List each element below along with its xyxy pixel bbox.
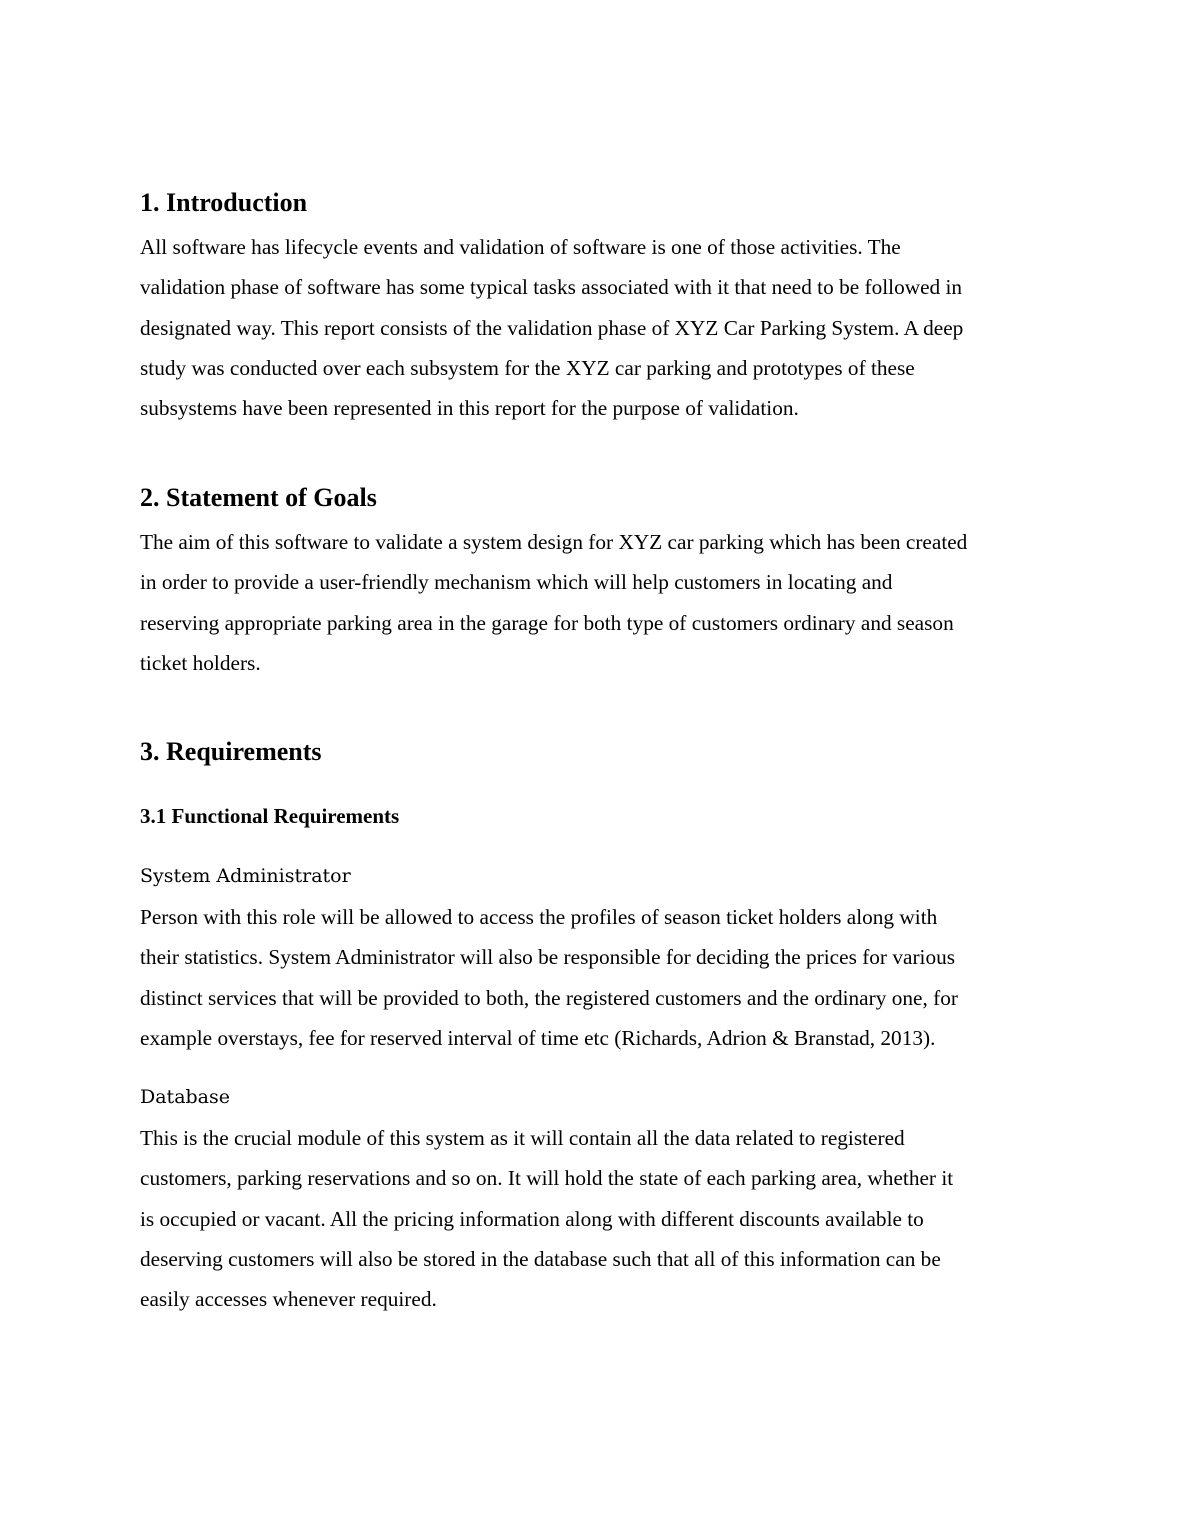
heading-introduction: 1. Introduction xyxy=(140,188,308,217)
heading-statement-of-goals: 2. Statement of Goals xyxy=(140,483,377,512)
text-line: easily accesses whenever required. xyxy=(140,1287,437,1312)
text-line: customers, parking reservations and so on. It will hold the state of each parking area, whether it xyxy=(140,1166,954,1191)
text-line: study was conducted over each subsystem for the XYZ car parking and prototypes of these xyxy=(140,355,915,380)
text-line: The aim of this software to validate a system design for XYZ car parking which has been created xyxy=(140,530,968,554)
text-line: in order to provide a user-friendly mechanism which will help customers in locating and xyxy=(140,570,893,595)
text-line: is occupied or vacant. All the pricing information along with different discounts available to xyxy=(140,1206,924,1231)
heading-database: Database xyxy=(140,1086,231,1108)
paragraph-introduction xyxy=(140,227,1050,428)
paragraph-database xyxy=(140,1118,1050,1319)
text-line: subsystems have been represented in this report for the purpose of validation. xyxy=(140,396,799,421)
text-line: their statistics. System Administrator will also be responsible for deciding the prices for various xyxy=(140,945,956,970)
text-line: designated way. This report consists of the validation phase of XYZ Car Parking System. A deep xyxy=(140,315,964,340)
text-line: reserving appropriate parking area in the garage for both type of customers ordinary and season xyxy=(140,610,954,635)
paragraph-goals xyxy=(140,522,1050,683)
text-line: deserving customers will also be stored in the database such that all of this information can be xyxy=(140,1246,941,1271)
text-line: validation phase of software has some typical tasks associated with it that need to be followed in xyxy=(140,275,963,300)
heading-system-administrator: System Administrator xyxy=(140,865,351,887)
text-line: This is the crucial module of this system as it will contain all the data related to registered xyxy=(140,1126,905,1150)
text-line: Person with this role will be allowed to access the profiles of season ticket holders along with xyxy=(140,905,938,929)
text-line: ticket holders. xyxy=(140,650,261,675)
heading-requirements: 3. Requirements xyxy=(140,737,322,766)
text-line: All software has lifecycle events and validation of software is one of those activities. The xyxy=(140,235,901,259)
text-line: distinct services that will be provided to both, the registered customers and the ordinary one, for xyxy=(140,985,958,1010)
text-line: example overstays, fee for reserved interval of time etc (Richards, Adrion & Branstad, 2013). xyxy=(140,1025,936,1050)
heading-functional-requirements: 3.1 Functional Requirements xyxy=(140,804,400,828)
paragraph-system-administrator xyxy=(140,897,1050,1058)
